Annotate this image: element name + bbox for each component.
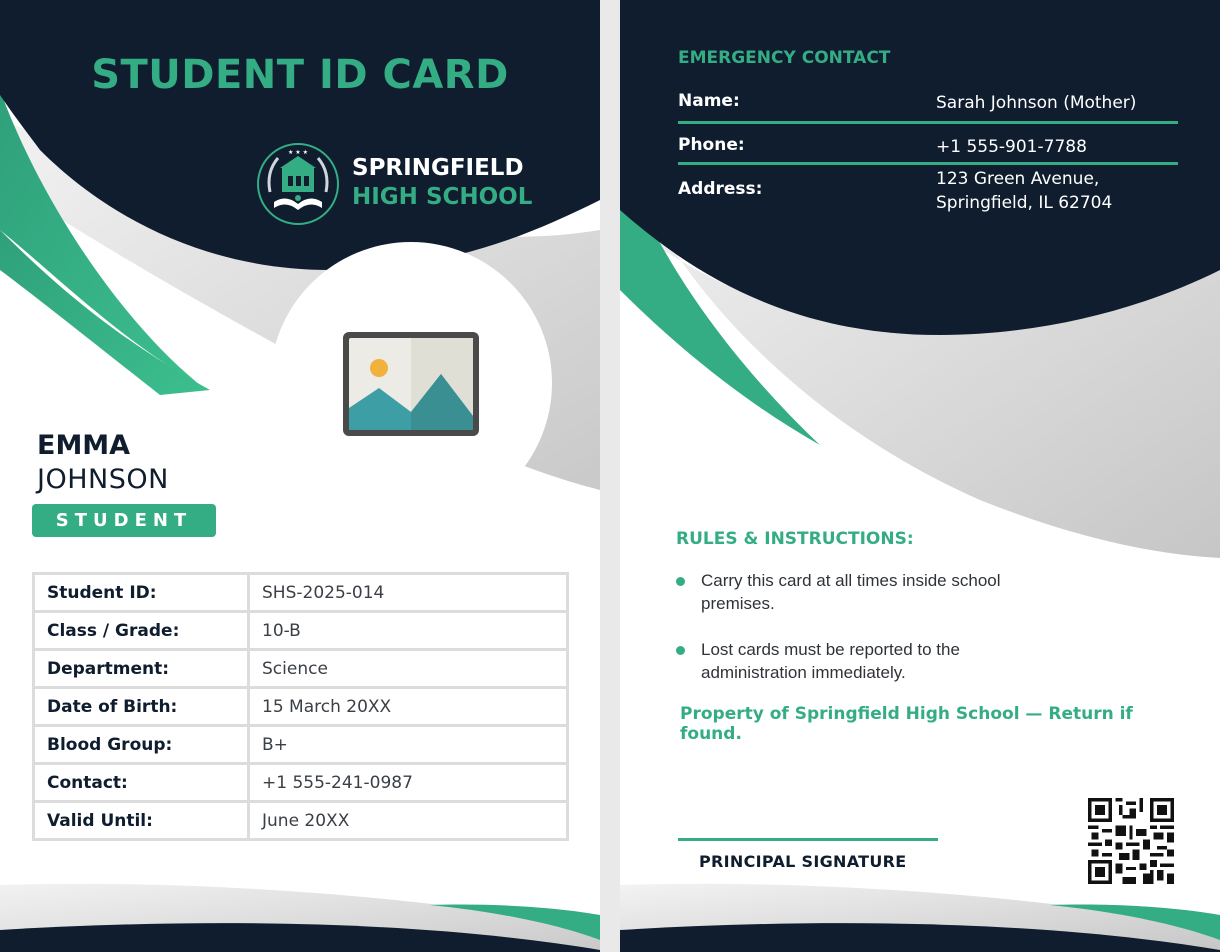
emergency-phone-label: Phone: [678, 135, 745, 155]
detail-value: B+ [249, 726, 568, 764]
detail-label: Student ID: [34, 574, 249, 612]
bullet-icon [676, 646, 685, 655]
detail-label: Valid Until: [34, 802, 249, 840]
rule-text: Carry this card at all times inside school premises. [701, 571, 1001, 613]
school-name-line1: SPRINGFIELD [352, 155, 524, 181]
detail-value: 15 March 20XX [249, 688, 568, 726]
signature-line [678, 838, 938, 841]
signature-label: PRINCIPAL SIGNATURE [699, 852, 907, 871]
emergency-phone-value: +1 555-901-7788 [936, 137, 1087, 157]
emergency-address-label: Address: [678, 179, 763, 199]
rule-item [676, 638, 1076, 684]
table-row [34, 726, 568, 764]
detail-label: Date of Birth: [34, 688, 249, 726]
detail-label: Department: [34, 650, 249, 688]
divider [678, 162, 1178, 165]
detail-label: Blood Group: [34, 726, 249, 764]
table-row [34, 612, 568, 650]
detail-value: June 20XX [249, 802, 568, 840]
property-note: Property of Springfield High School — Return if found. [680, 704, 1133, 744]
detail-value: Science [249, 650, 568, 688]
image-placeholder-icon[interactable] [341, 330, 481, 438]
role-badge: STUDENT [32, 504, 216, 537]
detail-label: Class / Grade: [34, 612, 249, 650]
id-card-back [620, 0, 1220, 952]
school-crest-icon [256, 142, 340, 226]
rule-text: Lost cards must be reported to the administration immediately. [701, 640, 960, 682]
student-details-table [32, 572, 569, 841]
table-row [34, 650, 568, 688]
detail-value: 10-B [249, 612, 568, 650]
school-name-line2: HIGH SCHOOL [352, 184, 533, 210]
student-first-name: EMMA [37, 430, 131, 461]
emergency-name-value: Sarah Johnson (Mother) [936, 93, 1137, 113]
detail-value: +1 555-241-0987 [249, 764, 568, 802]
table-row [34, 764, 568, 802]
emergency-address-value: 123 Green Avenue, Springfield, IL 62704 [936, 169, 1113, 213]
id-card-front [0, 0, 600, 952]
bullet-icon [676, 577, 685, 586]
table-row [34, 802, 568, 840]
school-name [352, 154, 532, 212]
detail-value: SHS-2025-014 [249, 574, 568, 612]
table-row [34, 688, 568, 726]
student-last-name: JOHNSON [37, 464, 169, 495]
card-title: STUDENT ID CARD [91, 52, 509, 98]
divider [678, 121, 1178, 124]
rules-heading: RULES & INSTRUCTIONS: [676, 529, 914, 549]
table-row [34, 574, 568, 612]
detail-label: Contact: [34, 764, 249, 802]
qr-code-icon [1088, 798, 1174, 884]
emergency-name-label: Name: [678, 91, 740, 111]
emergency-contact-heading: EMERGENCY CONTACT [678, 48, 891, 68]
svg-text:★ ★ ★: ★ ★ ★ [288, 149, 308, 156]
rule-item [676, 569, 1076, 615]
